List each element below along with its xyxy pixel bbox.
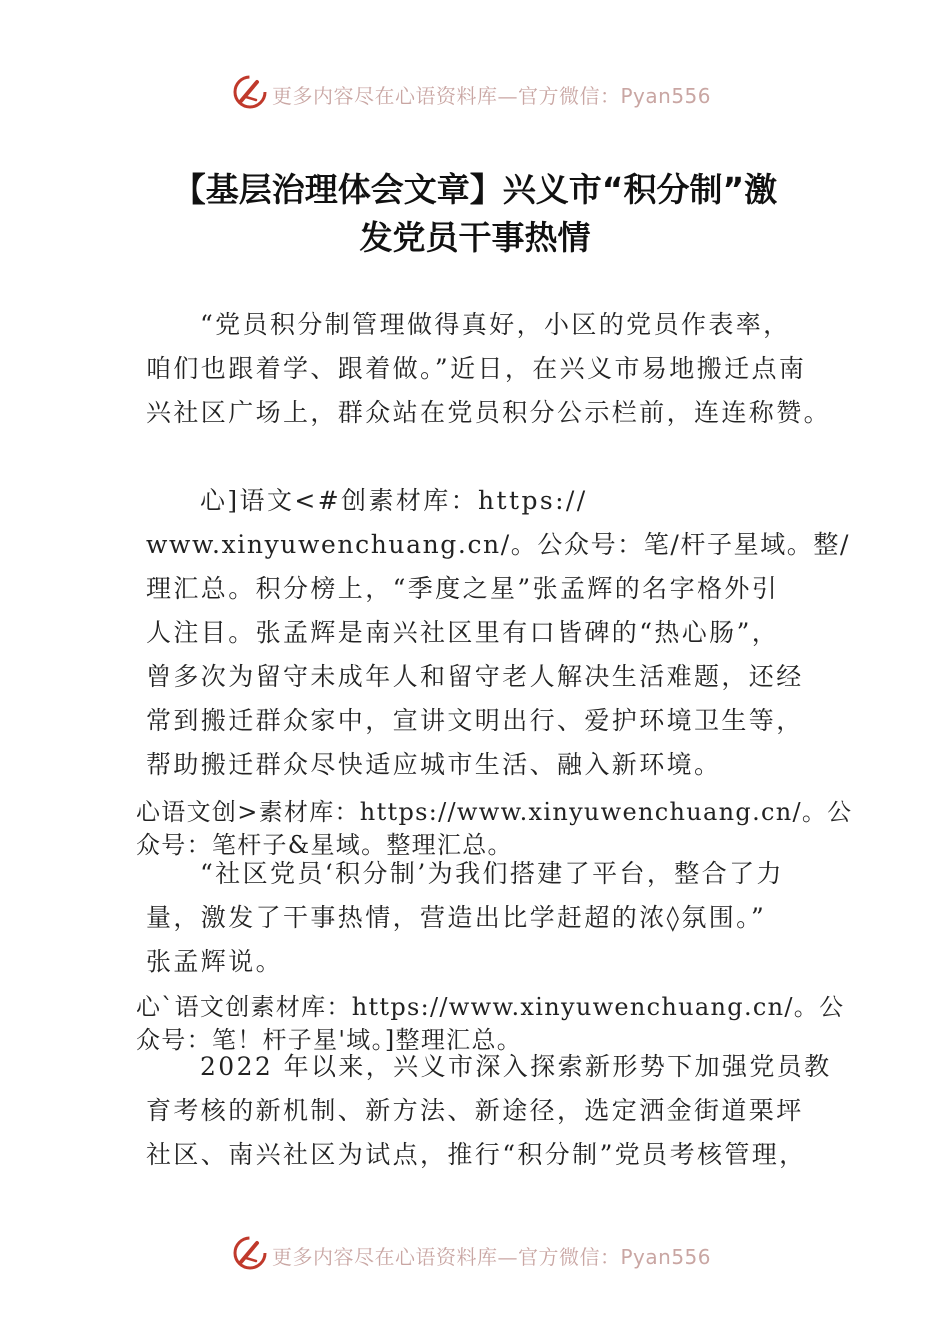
title-line: 发党员干事热情 [359, 218, 591, 257]
text-line: 人注目。张孟辉是南兴社区里有口皆碑的“热心肠”， [146, 618, 780, 647]
text-line: 众号：笔！杆子星'域。]整理汇总。 [136, 1026, 523, 1054]
title-line: 【基层治理体会文章】兴义市“积分制”激 [172, 170, 778, 209]
text-line: 育考核的新机制、新方法、新途径，选定洒金街道栗坪 [146, 1096, 804, 1125]
wechat-id: Pyan556 [620, 1245, 712, 1269]
text-line: 理汇总。积分榜上，“季度之星”张孟辉的名字格外引 [146, 574, 780, 603]
text-line: “社区党员‘积分制’为我们搭建了平台，整合了力 [200, 859, 784, 888]
text-line: 心语文创>素材库：https://www.xinyuwenchuang.cn/。公 [136, 798, 853, 826]
paragraph [146, 852, 784, 984]
text-line: 2022 年以来，兴义市深入探索新形势下加强党员教 [200, 1052, 832, 1081]
text-line: 社区、南兴社区为试点，推行“积分制”党员考核管理， [146, 1140, 807, 1169]
wechat-id: Pyan556 [620, 84, 712, 108]
text-line: 兴社区广场上，群众站在党员积分公示栏前，连连称赞。 [146, 398, 832, 427]
text-line: 众号：笔杆子&星域。整理汇总。 [136, 831, 513, 859]
brand-logo-icon [232, 74, 268, 110]
footer-banner [0, 1233, 950, 1273]
banner-text: 更多内容尽在心语资料库—官方微信：Pyan556 [272, 1245, 712, 1269]
paragraph [146, 1045, 832, 1177]
text-line: 心]语文<#创素材库：https:// [200, 486, 588, 515]
text-line: 量，激发了干事热情，营造出比学赶超的浓◊氛围。” [146, 903, 767, 932]
banner-text: 更多内容尽在心语资料库—官方微信：Pyan556 [272, 84, 712, 108]
header-banner [0, 72, 950, 112]
text-line: www.xinyuwenchuang.cn/。公众号：笔/杆子星域。整/ [146, 530, 851, 559]
paragraph [146, 303, 831, 435]
text-line: “党员积分制管理做得真好，小区的党员作表率， [200, 310, 791, 339]
paragraph [146, 479, 850, 787]
text-line: 帮助搬迁群众尽快适应城市生活、融入新环境。 [146, 750, 722, 779]
text-line: 心`语文创素材库：https://www.xinyuwenchuang.cn/。公 [136, 993, 845, 1021]
text-line: 咱们也跟着学、跟着做。”近日，在兴义市易地搬迁点南 [146, 354, 807, 383]
text-line: 张孟辉说。 [146, 947, 284, 976]
text-line: 曾多次为留守未成年人和留守老人解决生活难题，还经 [146, 662, 804, 691]
brand-logo-icon [232, 1235, 268, 1271]
text-line: 常到搬迁群众家中，宣讲文明出行、爱护环境卫生等， [146, 706, 804, 735]
document-title [120, 166, 830, 262]
